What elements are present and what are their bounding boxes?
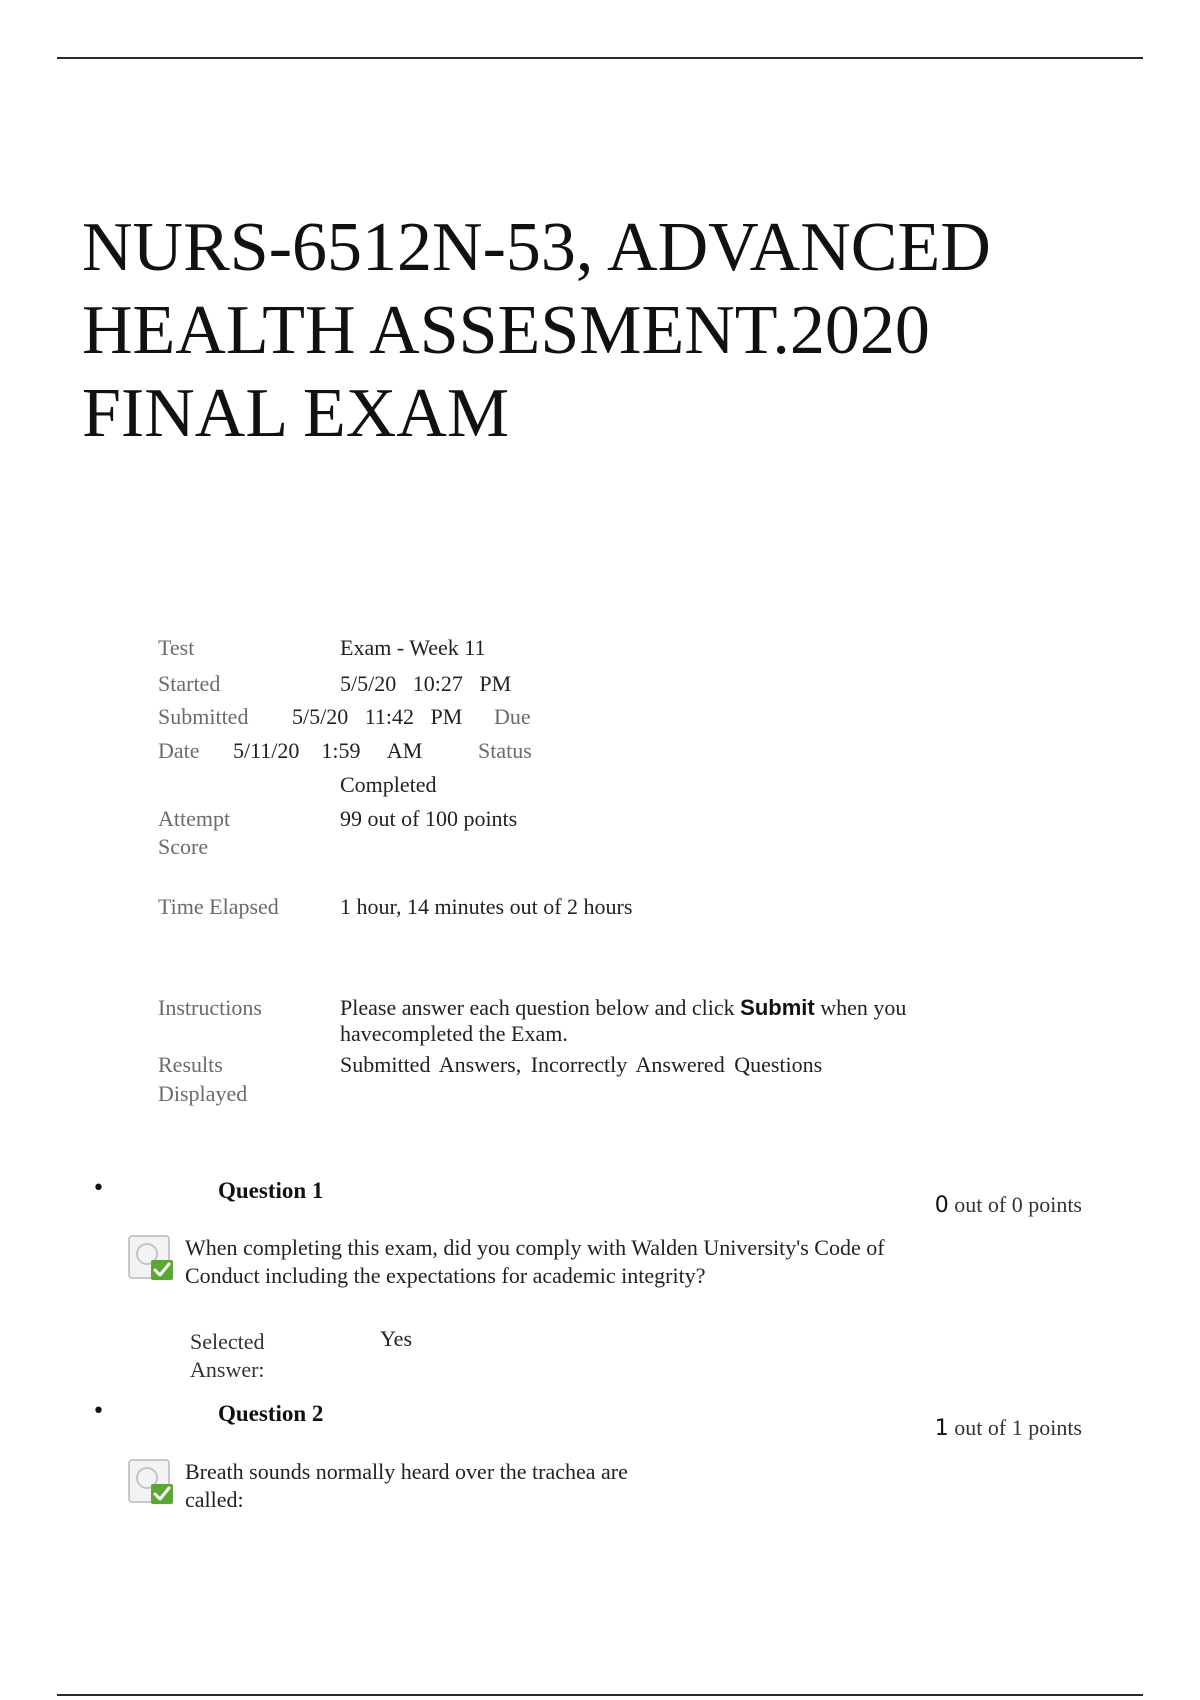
question-points <box>935 1192 1082 1218</box>
question-text-line-2: Conduct including the expectations for academic integrity? <box>185 1263 706 1288</box>
attempt-label-1 <box>158 805 230 833</box>
submitted-value: 5/5/20 11:42 PM <box>292 704 463 729</box>
test-value: Exam - Week 11 <box>340 635 486 660</box>
selected-label-line-1: Selected <box>190 1329 265 1354</box>
attempt-label-1-text: Attempt <box>158 806 231 831</box>
title-line-3: FINAL EXAM <box>82 375 510 452</box>
instructions-value <box>340 994 906 1022</box>
status-label <box>478 737 532 765</box>
started-label-text: Started <box>158 671 221 696</box>
question-text-line-1: Breath sounds normally heard over the trachea are <box>185 1459 628 1484</box>
started-label <box>158 670 220 698</box>
time-elapsed-label <box>158 893 279 921</box>
due-date-value: 5/11/20 1:59 AM <box>233 738 423 763</box>
attempt-label-2 <box>158 833 208 861</box>
due-label-part1 <box>494 703 531 731</box>
instructions-line-2: havecompleted the Exam. <box>340 1021 568 1046</box>
results-label-2 <box>158 1080 247 1108</box>
question-text-line-1: When completing this exam, did you comply with Walden University's Code of <box>185 1235 885 1260</box>
instructions-submit-word: Submit <box>740 995 815 1020</box>
results-label-1-text: Results <box>158 1052 223 1077</box>
bottom-rule <box>57 1694 1143 1696</box>
submitted-label: Submitted <box>158 704 249 729</box>
status-value: Completed <box>340 772 437 797</box>
selected-answer-value: Yes <box>380 1326 413 1351</box>
results-label-2-text: Displayed <box>158 1081 248 1106</box>
selected-answer-label <box>190 1328 300 1384</box>
correct-check-icon <box>127 1234 177 1284</box>
selected-label-line-2: Answer: <box>190 1357 265 1382</box>
points-rest: out of 0 points <box>948 1192 1082 1217</box>
results-label-1 <box>158 1051 223 1079</box>
instructions-label-text: Instructions <box>158 995 262 1020</box>
question-bullet: • <box>92 1399 105 1424</box>
correct-check-icon <box>127 1458 177 1508</box>
question-text-line-2: called: <box>185 1487 244 1512</box>
submitted-row <box>158 703 248 731</box>
page-title <box>82 206 1142 455</box>
question-bullet: • <box>92 1176 105 1201</box>
instructions-label <box>158 994 262 1022</box>
points-earned: 1 <box>934 1416 949 1441</box>
question-text <box>185 1458 628 1514</box>
started-value: 5/5/20 10:27 PM <box>340 671 512 696</box>
question-points <box>935 1415 1082 1441</box>
title-line-1: NURS-6512N-53, ADVANCED <box>82 209 991 286</box>
time-elapsed-value: 1 hour, 14 minutes out of 2 hours <box>340 894 633 919</box>
test-label: Test <box>158 635 195 660</box>
status-label-text: Status <box>478 738 532 763</box>
title-line-2: HEALTH ASSESMENT.2020 <box>82 292 930 369</box>
due-date-label <box>158 737 200 765</box>
points-rest: out of 1 points <box>948 1415 1082 1440</box>
due-label-part2-text: Date <box>158 738 200 763</box>
points-earned: 0 <box>934 1193 949 1218</box>
time-label-text: Time Elapsed <box>158 894 279 919</box>
results-displayed-value: Submitted Answers, Incorrectly Answered Questions <box>340 1052 823 1077</box>
top-rule <box>57 57 1143 59</box>
question-title: Question 1 <box>218 1178 324 1203</box>
question-title: Question 2 <box>218 1401 324 1426</box>
attempt-score-value: 99 out of 100 points <box>340 806 518 831</box>
due-label-part1-text: Due <box>494 704 531 729</box>
test-row <box>158 634 194 662</box>
attempt-label-2-text: Score <box>158 834 209 859</box>
instructions-pre: Please answer each question below and click <box>340 995 741 1020</box>
instructions-post: when you <box>814 995 907 1020</box>
question-text <box>185 1234 885 1290</box>
